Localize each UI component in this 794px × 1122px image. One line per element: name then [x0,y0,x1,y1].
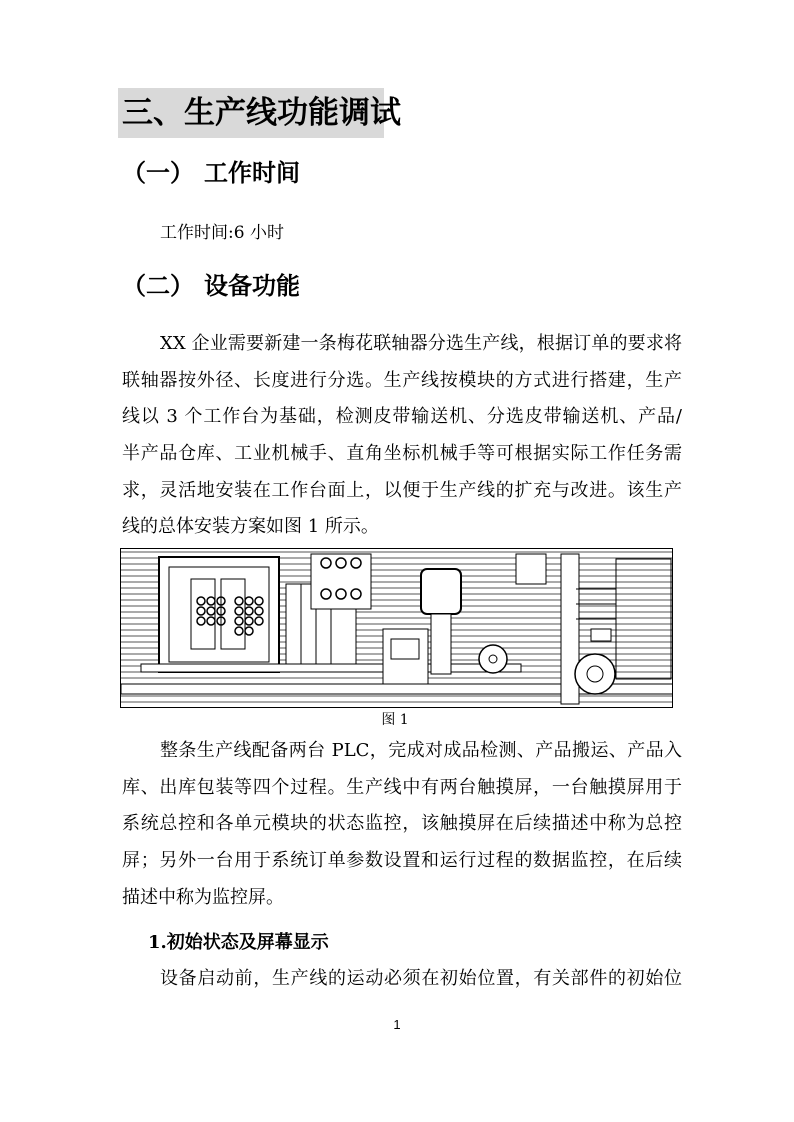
page-number: 1 [393,1017,401,1032]
subsection-number: （二） [122,272,194,300]
paragraph-line: 半产品仓库、工业机械手、直角坐标机械手等可根据实际工作任务需 [122,443,682,464]
paragraph-line: 设备启动前，生产线的运动必须在初始位置，有关部件的初始位 [160,968,682,989]
section-title: 三、生产线功能调试 [118,88,384,138]
paragraph-line: 求，灵活地安装在工作台面上，以便于生产线的扩充与改进。该生产 [122,480,682,501]
work-time-text: 工作时间:6 小时 [160,223,284,243]
subsection-heading-work-time [122,158,300,188]
paragraph-line: 系统总控和各单元模块的状态监控，该触摸屏在后续描述中称为总控 [122,813,682,834]
paragraph-line: 库、出库包装等四个过程。生产线中有两台触摸屏，一台触摸屏用于 [122,777,682,798]
paragraph-line: 线以 3 个工作台为基础，检测皮带输送机、分选皮带输送机、产品/ [122,406,682,427]
subsection-heading-equipment [122,271,300,301]
subsection-title: 设备功能 [204,272,300,300]
subheading-initial-state: 1.初始状态及屏幕显示 [148,932,329,953]
paragraph-line: XX 企业需要新建一条梅花联轴器分选生产线，根据订单的要求将 [160,333,682,354]
production-line-figure [120,548,673,708]
subsection-title: 工作时间 [204,159,300,187]
paragraph-line: 联轴器按外径、长度进行分选。生产线按模块的方式进行搭建，生产 [122,370,682,391]
paragraph-line: 屏；另外一台用于系统订单参数设置和运行过程的数据监控，在后续 [122,850,682,871]
production-line-drawing [121,549,673,708]
paragraph-line: 线的总体安装方案如图 1 所示。 [122,516,379,537]
paragraph-line: 整条生产线配备两台 PLC，完成对成品检测、产品搬运、产品入 [160,740,682,761]
subsection-number: （一） [122,159,194,187]
paragraph-line: 描述中称为监控屏。 [122,887,284,908]
figure-caption: 图 1 [381,712,409,728]
